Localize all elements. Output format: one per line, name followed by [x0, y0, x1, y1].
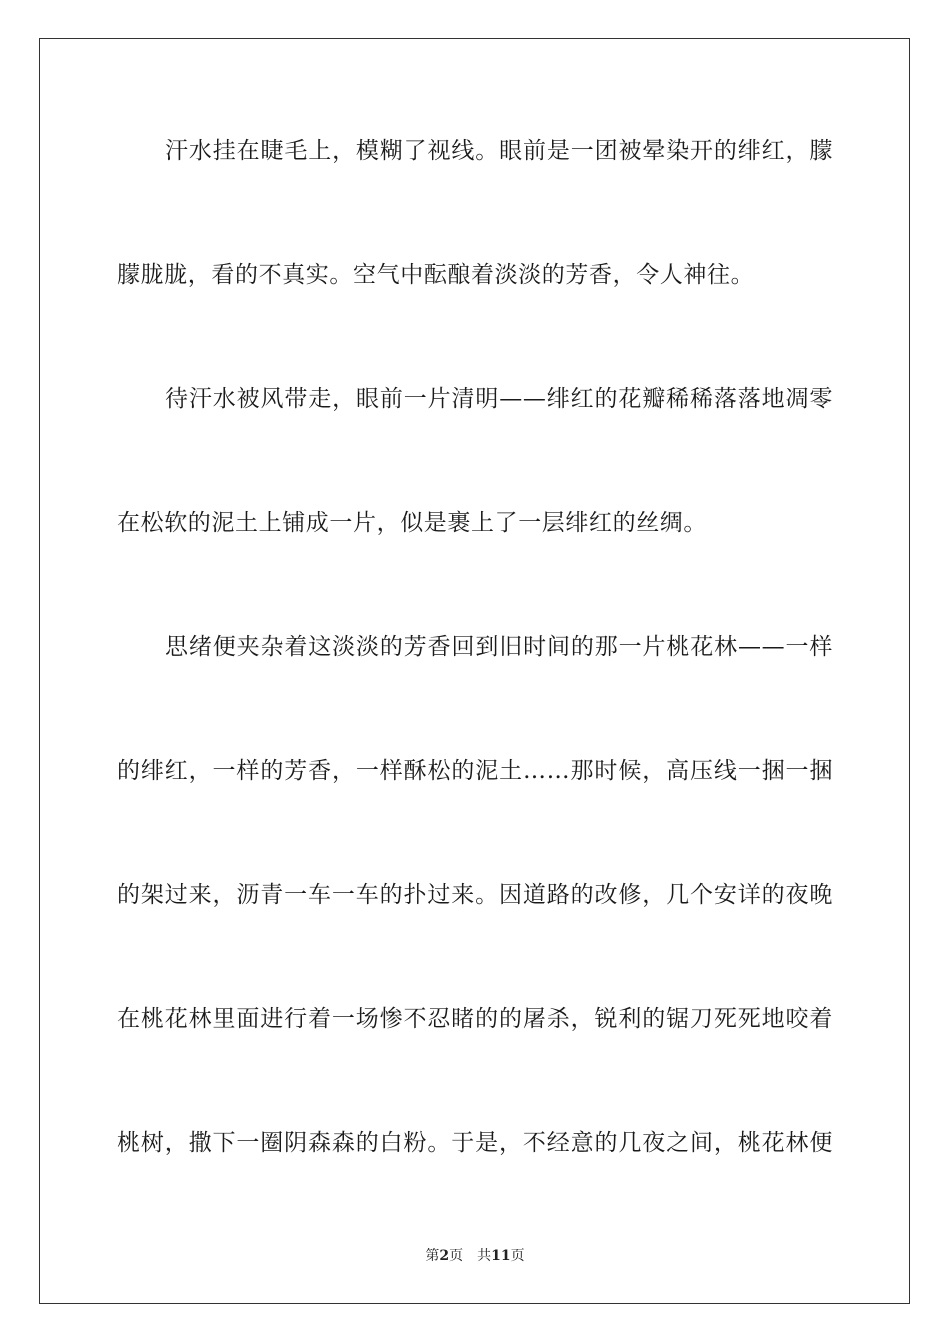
page-number-prefix: 第	[425, 1248, 440, 1264]
page-number-suffix: 页	[449, 1248, 464, 1264]
total-pages-suffix: 页	[510, 1248, 525, 1264]
text-line-2: 朦胧胧，看的不真实。空气中酝酿着淡淡的芳香，令人神往。	[117, 262, 755, 288]
text-line-6: 的绯红，一样的芳香，一样酥松的泥土……那时候，高压线一捆一捆	[117, 758, 833, 784]
page-footer	[0, 1246, 950, 1266]
text-line-3: 待汗水被风带走，眼前一片清明——绯红的花瓣稀稀落落地凋零	[165, 386, 833, 412]
text-line-7: 的架过来，沥青一车一车的扑过来。因道路的改修，几个安详的夜晚	[117, 882, 833, 908]
text-line-9: 桃树，撒下一圈阴森森的白粉。于是，不经意的几夜之间，桃花林便	[117, 1130, 833, 1156]
text-line-4: 在松软的泥土上铺成一片，似是裹上了一层绯红的丝绸。	[117, 510, 707, 536]
page-border	[39, 38, 910, 1304]
text-line-8: 在桃花林里面进行着一场惨不忍睹的的屠杀，锐利的锯刀死死地咬着	[117, 1006, 833, 1032]
total-pages: 11	[491, 1248, 511, 1264]
text-line-1: 汗水挂在睫毛上，模糊了视线。眼前是一团被晕染开的绯红，朦	[165, 138, 833, 164]
page-number: 2	[439, 1248, 450, 1264]
text-line-5: 思绪便夹杂着这淡淡的芳香回到旧时间的那一片桃花林——一样	[165, 634, 833, 660]
total-pages-prefix: 共	[477, 1248, 492, 1264]
